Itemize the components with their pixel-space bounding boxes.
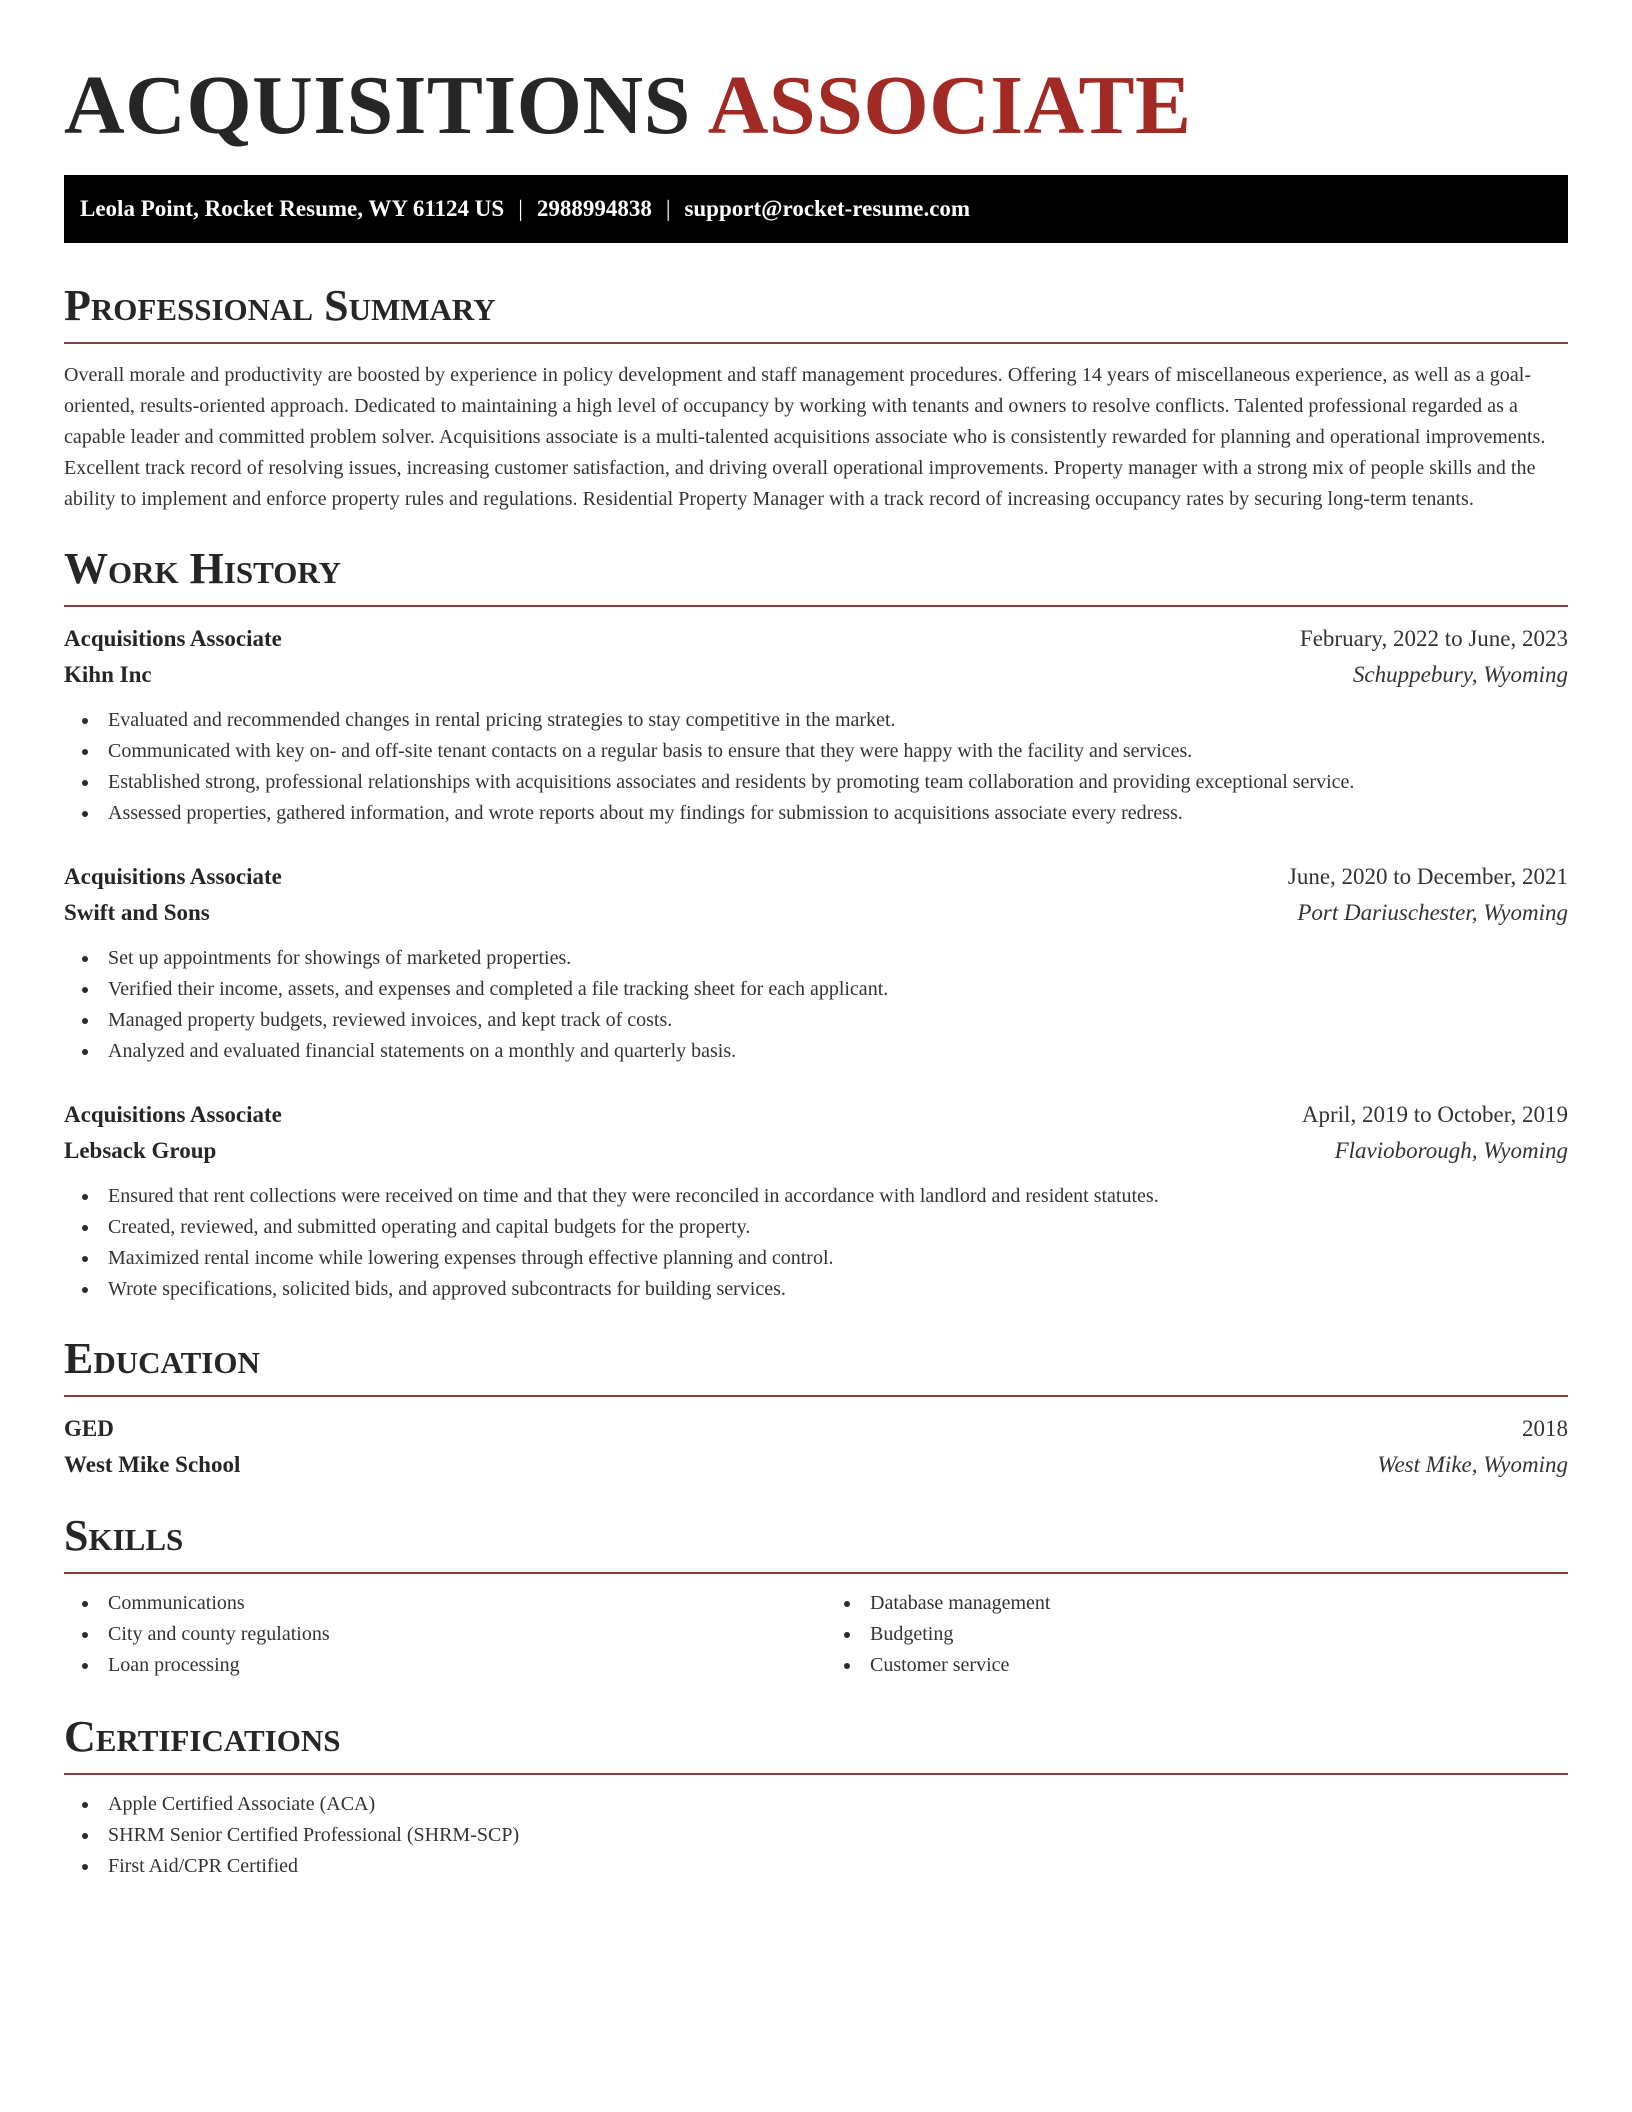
list-item: Communicated with key on- and off-site tenant contacts on a regular basis to ensure that they were happy with the facility and services. [108, 736, 1568, 767]
job-location: Port Dariuschester, Wyoming [1297, 900, 1568, 925]
education-section [64, 1333, 1568, 1483]
education-degree: GED [64, 1416, 114, 1441]
job-subheader [64, 657, 1568, 693]
skills-section [64, 1510, 1568, 1681]
section-heading-work-history: Work History [64, 543, 1568, 607]
section-heading-education: Education [64, 1333, 1568, 1397]
skill-item: City and county regulations [108, 1619, 806, 1650]
section-heading-summary: Professional Summary [64, 280, 1568, 344]
education-header [64, 1411, 1568, 1447]
title-main: ACQUISITIONS [64, 59, 691, 152]
job-title: Acquisitions Associate [64, 864, 282, 889]
work-history-section [64, 543, 1568, 1305]
job-header [64, 1097, 1568, 1133]
skills-list-right [826, 1588, 1568, 1681]
education-school: West Mike School [64, 1452, 241, 1477]
list-item: Analyzed and evaluated financial statements on a monthly and quarterly basis. [108, 1036, 1568, 1067]
contact-address: Leola Point, Rocket Resume, WY 61124 US [80, 196, 505, 221]
skill-item: Customer service [870, 1650, 1568, 1681]
job-company: Lebsack Group [64, 1138, 217, 1163]
job-dates: June, 2020 to December, 2021 [1287, 864, 1568, 889]
job-title: Acquisitions Associate [64, 626, 282, 651]
skill-item: Communications [108, 1588, 806, 1619]
contact-separator: | [665, 196, 671, 221]
job-bullets [64, 705, 1568, 829]
job-dates: February, 2022 to June, 2023 [1299, 626, 1568, 651]
certifications-section [64, 1711, 1568, 1882]
list-item: Verified their income, assets, and expenses and completed a file tracking sheet for each applicant. [108, 974, 1568, 1005]
job-location: Schuppebury, Wyoming [1352, 662, 1568, 687]
list-item: Wrote specifications, solicited bids, and approved subcontracts for building services. [108, 1274, 1568, 1305]
job-company: Kihn Inc [64, 662, 152, 687]
list-item: Managed property budgets, reviewed invoices, and kept track of costs. [108, 1005, 1568, 1036]
education-year: 2018 [1522, 1416, 1568, 1441]
job-entry [64, 621, 1568, 829]
education-entry [64, 1411, 1568, 1483]
skills-list-left [64, 1588, 806, 1681]
certification-item: Apple Certified Associate (ACA) [108, 1789, 1568, 1820]
certification-item: First Aid/CPR Certified [108, 1851, 1568, 1882]
job-entry [64, 859, 1568, 1067]
job-dates: April, 2019 to October, 2019 [1301, 1102, 1568, 1127]
skill-item: Database management [870, 1588, 1568, 1619]
list-item: Assessed properties, gathered information, and wrote reports about my findings for submission to acquisitions associate every redress. [108, 798, 1568, 829]
summary-section [64, 280, 1568, 515]
section-heading-skills: Skills [64, 1510, 1568, 1574]
job-entry [64, 1097, 1568, 1305]
list-item: Maximized rental income while lowering expenses through effective planning and control. [108, 1243, 1568, 1274]
list-item: Set up appointments for showings of marketed properties. [108, 943, 1568, 974]
skills-grid [64, 1574, 1568, 1681]
contact-phone: 2988994838 [536, 196, 652, 221]
section-heading-certifications: Certifications [64, 1711, 1568, 1775]
contact-bar [64, 175, 1568, 243]
job-subheader [64, 895, 1568, 931]
job-header [64, 621, 1568, 657]
job-bullets [64, 943, 1568, 1067]
education-subheader [64, 1447, 1568, 1483]
list-item: Established strong, professional relationships with acquisitions associates and residents by promoting team collaboration and providing exceptional service. [108, 767, 1568, 798]
job-header [64, 859, 1568, 895]
contact-separator: | [518, 196, 523, 221]
job-bullets [64, 1181, 1568, 1305]
list-item: Created, reviewed, and submitted operating and capital budgets for the property. [108, 1212, 1568, 1243]
title-accent: ASSOCIATE [707, 59, 1192, 152]
education-location: West Mike, Wyoming [1377, 1452, 1568, 1477]
job-title: Acquisitions Associate [64, 1102, 282, 1127]
resume-title [64, 56, 1568, 156]
skill-item: Budgeting [870, 1619, 1568, 1650]
list-item: Evaluated and recommended changes in rental pricing strategies to stay competitive in the market. [108, 705, 1568, 736]
job-company: Swift and Sons [64, 900, 210, 925]
contact-email: support@rocket-resume.com [684, 196, 971, 221]
job-location: Flavioborough, Wyoming [1334, 1138, 1568, 1163]
job-subheader [64, 1133, 1568, 1169]
certification-item: SHRM Senior Certified Professional (SHRM-SCP) [108, 1820, 1568, 1851]
summary-text: Overall morale and productivity are boosted by experience in policy development and staff management procedures. Offering 14 years of miscellaneous experience, as well as a goal-oriented, results-oriented approach. Dedicated to maintaining a high level of occupancy by working with tenants and owners to resolve conflicts. Talented professional regarded as a capable leader and committed problem solver. Acquisitions associate is a multi-talented acquisitions associate who is consistently rewarded for planning and operational improvements. Excellent track record of resolving issues, increasing customer satisfaction, and driving overall operational improvements. Property manager with a strong mix of people skills and the ability to implement and enforce property rules and regulations. Residential Property Manager with a track record of increasing occupancy rates by securing long-term tenants. [64, 364, 1546, 510]
skill-item: Loan processing [108, 1650, 806, 1681]
list-item: Ensured that rent collections were received on time and that they were reconciled in accordance with landlord and resident statutes. [108, 1181, 1568, 1212]
certifications-list [64, 1789, 1568, 1882]
